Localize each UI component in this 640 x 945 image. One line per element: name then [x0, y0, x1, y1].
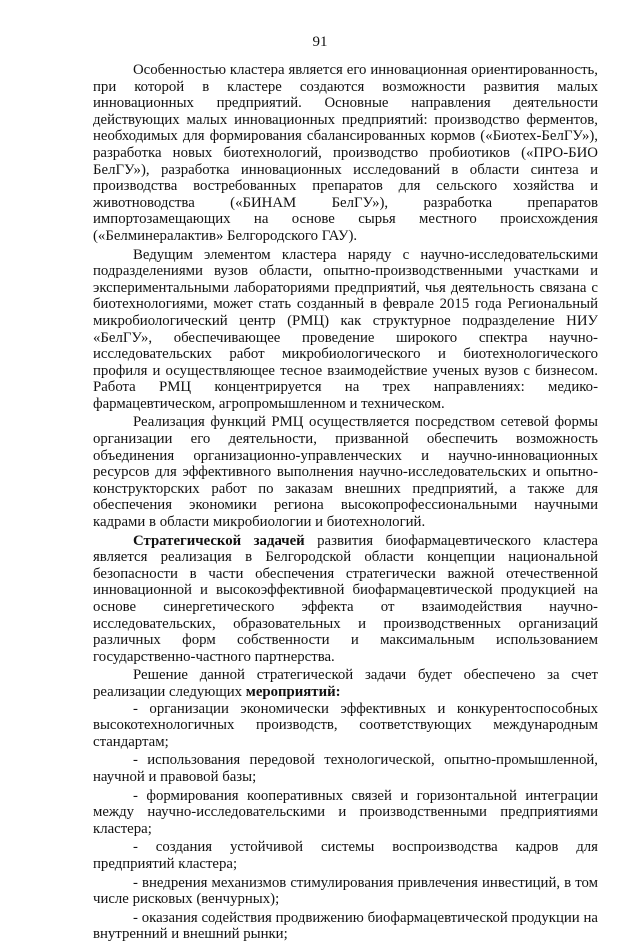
paragraph-rmc-functions: Реализация функций РМЦ осуществляется посредством сетевой формы организации его деятельности, призванной обеспечить возможность объединения организационно-управленческих и научно-инновационных ресурсов для эффективного выполнения научно-исследовательских и опытно-конструкторских работ по заказам внешних предприятий, а также для обеспечения экономики региона высокопрофессиональными научными кадрами в области микробиологии и биотехнологий. [93, 414, 598, 531]
measures-intro-text: Решение данной стратегической задачи будет обеспечено за счет реализации следующих [93, 667, 598, 700]
strategic-task-heading: Стратегической задачей [133, 532, 305, 549]
page-number: 91 [312, 34, 328, 50]
list-item: - внедрения механизмов стимулирования привлечения инвестиций, в том числе рисковых (венчурных); [93, 874, 598, 908]
paragraph-strategic-task [93, 533, 598, 666]
list-item: - формирования кооперативных связей и горизонтальной интеграции между научно-исследовательскими и производственными предприятиями кластера; [93, 787, 598, 837]
document-body [93, 62, 598, 945]
list-item: - создания устойчивой системы воспроизводства кадров для предприятий кластера; [93, 839, 598, 872]
paragraph-cluster-innovation: Особенностью кластера является его инновационная ориентированность, при которой в кластере создаются возможности развития малых инновационных предприятий. Основные направления деятельности действующих малых инновационных предприятий: производство ферментов, необходимых для формирования сбалансированных кормов («Биотех-БелГУ»), разработка новых биотехнологий, производство пробиотиков («ПРО-БИО БелГУ»), разработка инновационных исследований в области синтеза и производства востребованных препаратов для сельского хозяйства и животноводства («БИНАМ БелГУ»), разработка препаратов импортозамещающих на основе сырья местного происхождения («Белминералактив» Белгородского ГАУ). [93, 62, 598, 244]
list-item: - организации экономически эффективных и конкурентоспособных высокотехнологичных производств, соответствующих международным стандартам; [93, 700, 598, 750]
list-item: - оказания содействия продвижению биофармацевтической продукции на внутренний и внешний рынки; [93, 909, 598, 943]
list-item: - использования передовой технологической, опытно-промышленной, научной и правовой базы; [93, 752, 598, 785]
paragraph-rmc-center: Ведущим элементом кластера наряду с научно-исследовательскими подразделениями вузов области, опытно-производственными участками и экспериментальными лабораториями предприятий, чья деятельность связана с биотехнологиями, может стать созданный в феврале 2015 года Региональный микробиологический центр (РМЦ) как структурное подразделение НИУ «БелГУ», обеспечивающее проведение широкого спектра научно-исследовательских работ микробиологического и биотехнологического профиля и осуществляющее тесное взаимодействие ученых вузов с бизнесом. Работа РМЦ концентрируется на трех направлениях: медико-фармацевтическом, агропромышленном и техническом. [93, 246, 598, 412]
measures-heading: мероприятий: [245, 683, 341, 700]
paragraph-measures-intro [93, 667, 598, 700]
strategic-task-text: развития биофармацевтического кластера является реализация в Белгородской области концепции национальной безопасности в части обеспечения стратегически важной отечественной инновационной и высокоэффективной биофармацевтической продукцией на основе синергетического эффекта от взаимодействия научно-исследовательских, образовательных и производственных организаций различных форм собственности и максимальным использованием государственно-частного партнерства. [93, 532, 598, 665]
